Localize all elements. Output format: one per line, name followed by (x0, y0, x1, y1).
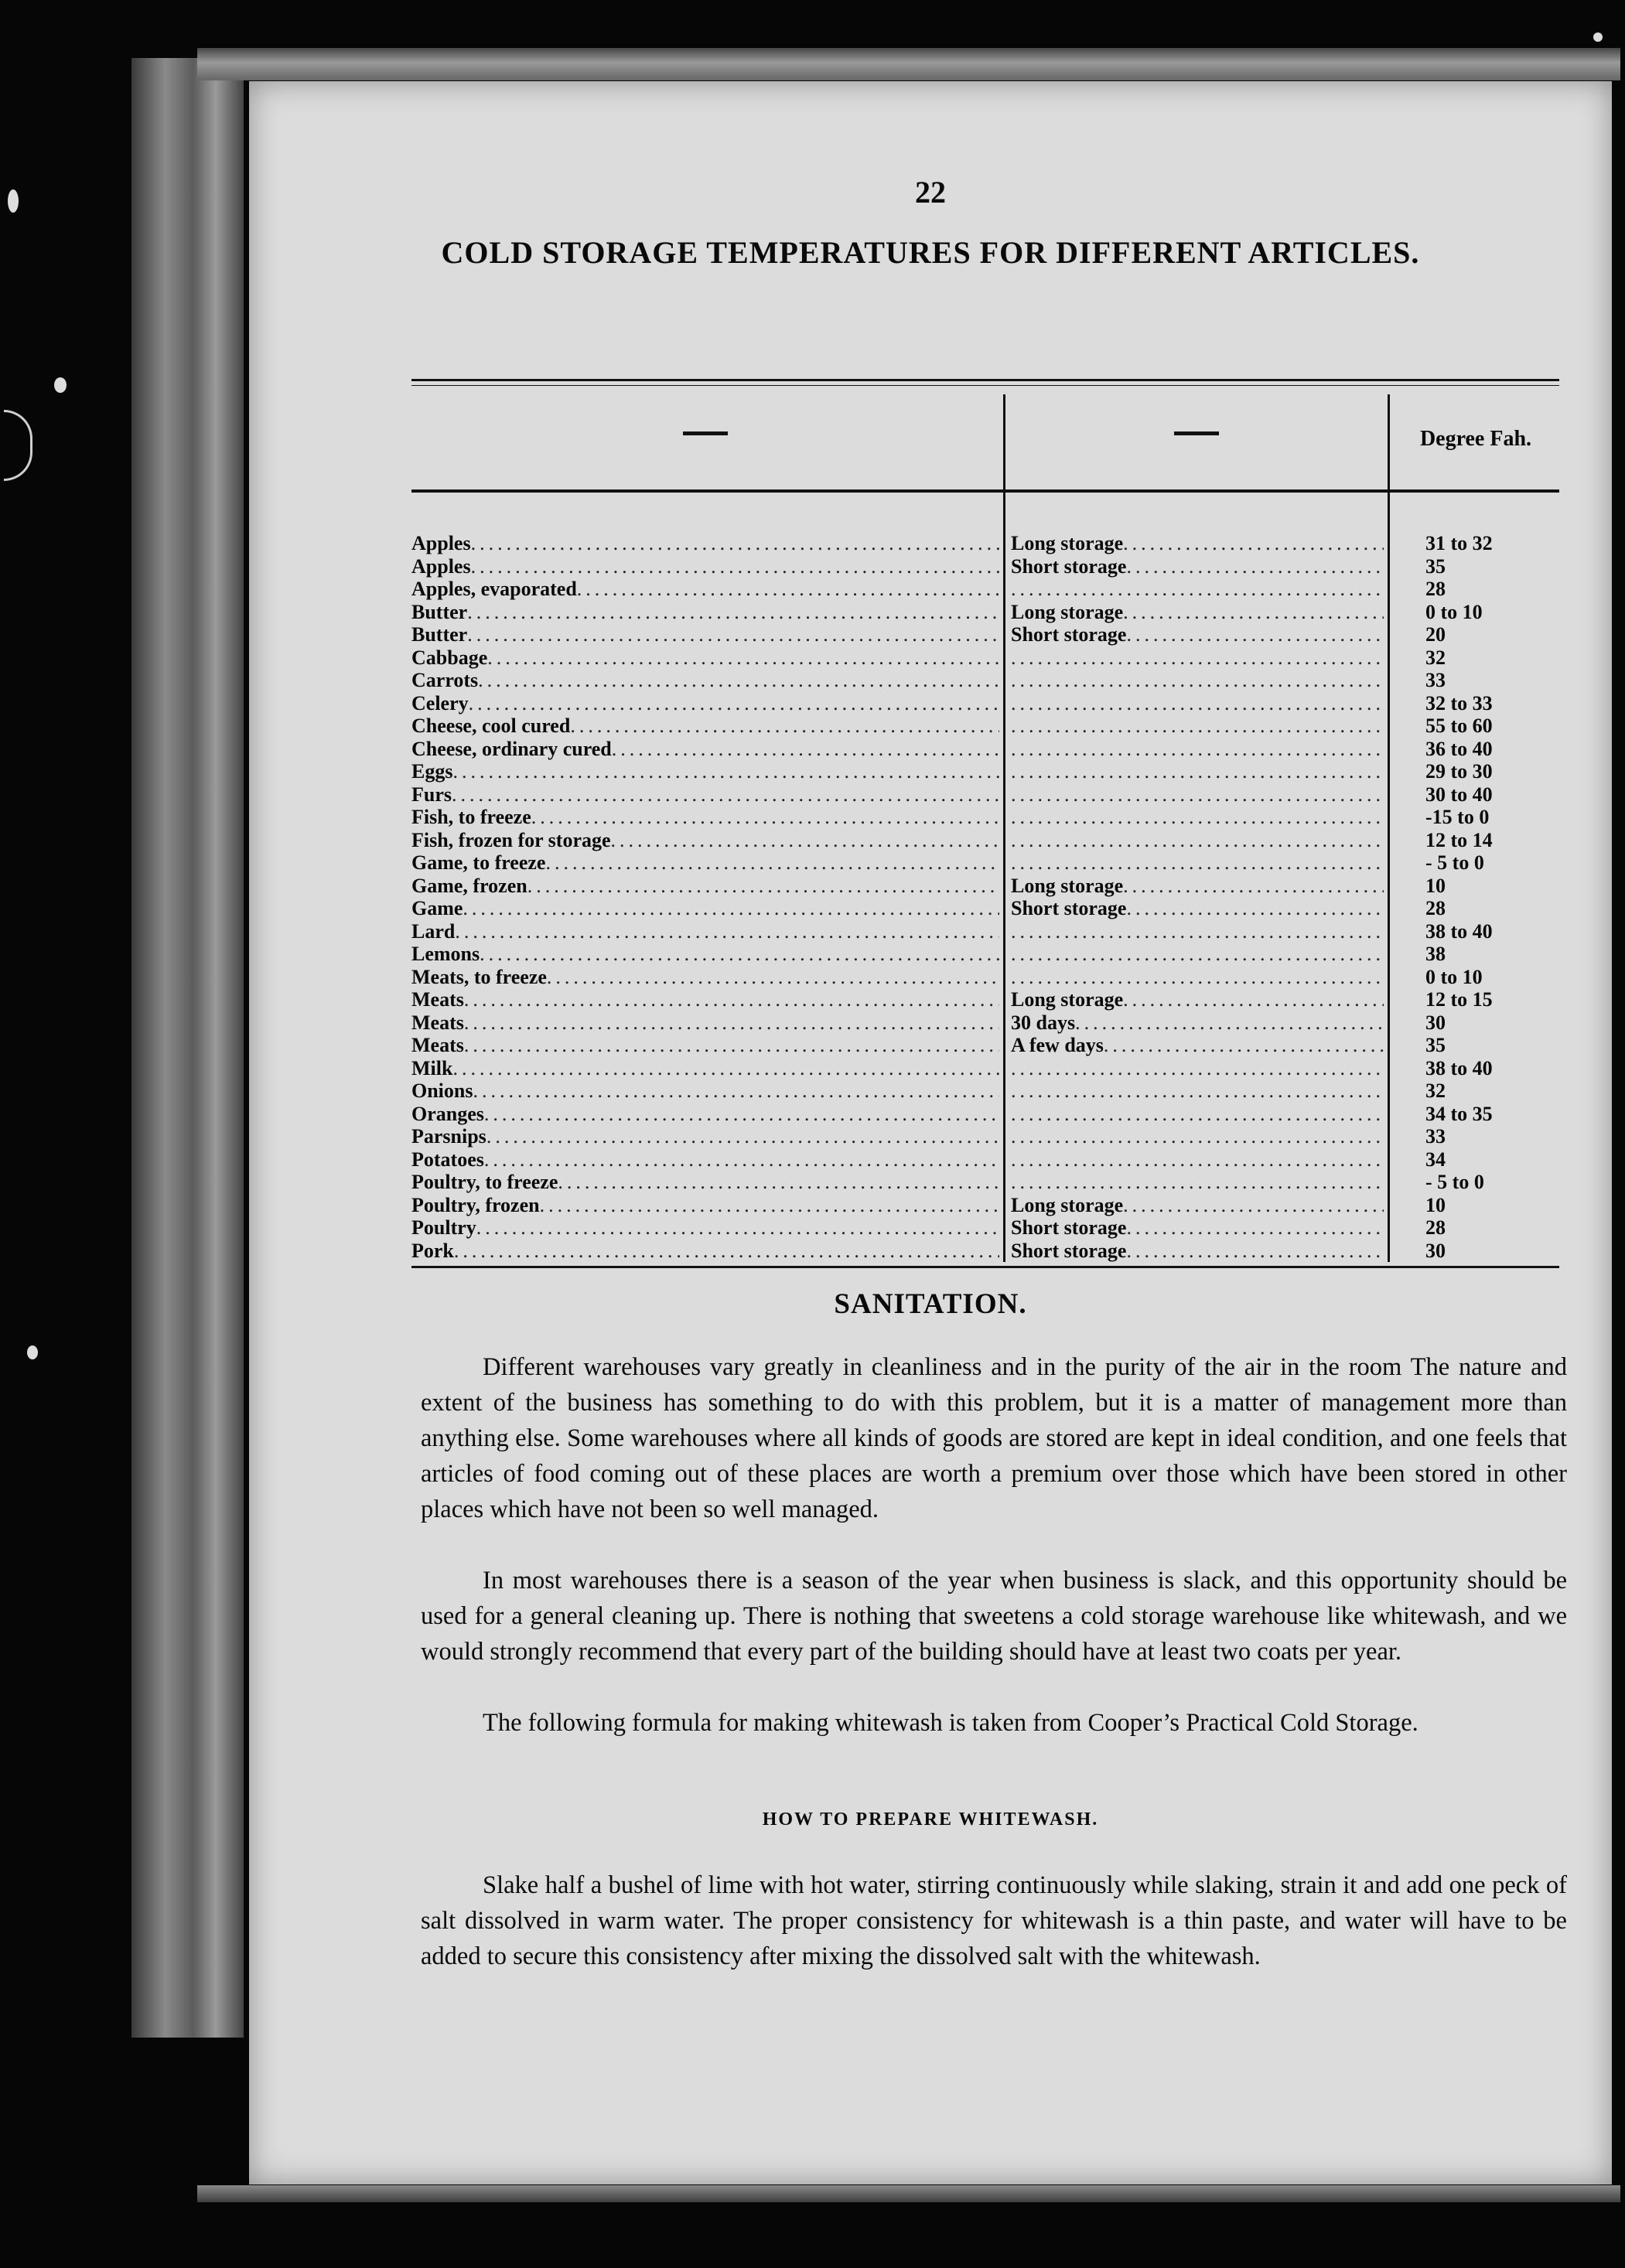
storage-period: Short storage (1011, 1239, 1127, 1262)
article-name: Meats (411, 1011, 464, 1034)
dot-leader (1011, 966, 1384, 989)
table-row (411, 988, 1559, 1011)
article-cell (411, 1216, 999, 1240)
storage-cell (1011, 988, 1384, 1011)
table-row (411, 783, 1559, 807)
whitewash-heading: HOW TO PREPARE WHITEWASH. (762, 1809, 1099, 1830)
temperature-cell: 35 (1425, 1034, 1446, 1056)
article-cell (411, 760, 999, 783)
storage-cell (1011, 623, 1384, 646)
storage-cell (1011, 1240, 1384, 1263)
column-header-storage (1007, 431, 1386, 435)
storage-period: Short storage (1011, 554, 1127, 578)
scan-speck (54, 377, 67, 393)
dot-leader (540, 1194, 999, 1217)
dot-leader (527, 875, 999, 898)
article-name: Meats, to freeze (411, 965, 547, 988)
temperature-cell: 30 to 40 (1425, 783, 1493, 806)
table-row (411, 669, 1559, 692)
temperature-cell: 28 (1425, 897, 1446, 919)
storage-cell (1011, 851, 1384, 875)
storage-cell (1011, 943, 1384, 966)
whitewash-paragraph: Slake half a bushel of lime with hot water, stirring continuously while slaking, strain it and add one peck of salt dissolved in warm water. The proper consistency for whitewash is a thin paste, and water will have to be added to secure this consistency after mixing the dissolved salt with the whitewash. (421, 1871, 1567, 1970)
dot-leader (452, 1057, 999, 1080)
temperature-cell: 35 (1425, 554, 1446, 578)
dot-leader (612, 738, 999, 761)
dot-leader (1011, 760, 1384, 783)
storage-cell (1011, 1034, 1384, 1057)
article-cell (411, 943, 999, 966)
dot-leader (464, 988, 999, 1011)
dot-leader (1123, 1194, 1384, 1217)
dot-leader (558, 1171, 999, 1194)
table-row (411, 1125, 1559, 1148)
dot-leader (1011, 692, 1384, 715)
article-cell (411, 897, 999, 920)
storage-cell (1011, 738, 1384, 761)
dot-leader (484, 1148, 999, 1172)
storage-period: Long storage (1011, 600, 1124, 623)
dot-leader (611, 829, 999, 852)
table-row (411, 1171, 1559, 1194)
dot-leader (1123, 875, 1384, 898)
storage-cell (1011, 783, 1384, 807)
table-row (411, 601, 1559, 624)
dot-leader (1011, 1057, 1384, 1080)
storage-cell (1011, 1148, 1384, 1172)
dot-leader (464, 1034, 999, 1057)
temperature-cell: 38 to 40 (1425, 919, 1493, 943)
storage-period: Long storage (1011, 988, 1124, 1011)
storage-cell (1011, 920, 1384, 943)
scan-speck (8, 189, 19, 213)
article-name: Butter (411, 600, 468, 623)
storage-period: Long storage (1011, 532, 1124, 554)
scan-speck (4, 410, 32, 481)
dot-leader (1011, 1079, 1384, 1103)
dot-leader (1011, 829, 1384, 852)
storage-cell (1011, 1171, 1384, 1194)
temperature-cell: 32 (1425, 1079, 1446, 1102)
article-name: Poultry, to freeze (411, 1171, 558, 1193)
article-cell (411, 1079, 999, 1103)
table-row (411, 829, 1559, 852)
article-cell (411, 988, 999, 1011)
storage-cell (1011, 1057, 1384, 1080)
storage-period: Short storage (1011, 623, 1127, 646)
temperature-cell: 10 (1425, 874, 1446, 897)
article-name: Carrots (411, 669, 479, 691)
article-cell (411, 875, 999, 898)
article-cell (411, 1148, 999, 1172)
book-edge-top (197, 48, 1620, 80)
storage-period: Long storage (1011, 874, 1124, 897)
temperature-cell: 38 to 40 (1425, 1056, 1493, 1079)
article-name: Meats (411, 988, 464, 1011)
table-row (411, 532, 1559, 555)
temperature-cell: 31 to 32 (1425, 532, 1493, 554)
temperature-cell: 32 to 33 (1425, 691, 1493, 715)
article-name: Pork (411, 1239, 454, 1262)
storage-period: Long storage (1011, 1193, 1124, 1216)
book-edge (131, 58, 244, 2038)
article-name: Cabbage (411, 646, 488, 669)
dot-leader (452, 760, 999, 783)
article-name: Potatoes (411, 1148, 484, 1171)
book-edge-bottom (197, 2185, 1620, 2202)
temperature-cell: 12 to 15 (1425, 988, 1493, 1011)
article-name: Lard (411, 919, 456, 943)
article-cell (411, 623, 999, 646)
table-row (411, 646, 1559, 670)
dot-leader (469, 692, 999, 715)
article-name: Fish, to freeze (411, 806, 531, 828)
article-cell (411, 738, 999, 761)
article-cell (411, 829, 999, 852)
article-name: Oranges (411, 1102, 484, 1125)
article-name: Parsnips (411, 1125, 486, 1148)
table-row (411, 943, 1559, 966)
article-name: Game (411, 897, 463, 919)
table-bottom-rule (411, 1266, 1559, 1268)
table-row (411, 1148, 1559, 1172)
article-name: Cheese, ordinary cured (411, 737, 612, 760)
temperature-cell: -15 to 0 (1425, 806, 1490, 828)
article-name: Eggs (411, 760, 453, 783)
dot-leader (487, 646, 999, 670)
article-name: Milk (411, 1056, 453, 1079)
storage-period: Short storage (1011, 1216, 1127, 1239)
dot-leader (1011, 806, 1384, 829)
article-cell (411, 1057, 999, 1080)
article-cell (411, 532, 999, 555)
sanitation-heading: SANITATION. (834, 1288, 1027, 1320)
article-name: Poultry (411, 1216, 476, 1239)
article-cell (411, 1194, 999, 1217)
temperature-cell: 30 (1425, 1011, 1446, 1034)
article-cell (411, 920, 999, 943)
column-header-dash (1174, 431, 1219, 435)
dot-leader (1011, 738, 1384, 761)
temperature-cell: - 5 to 0 (1425, 851, 1484, 874)
dot-leader (484, 1103, 999, 1126)
storage-period: Short storage (1011, 897, 1127, 919)
storage-cell (1011, 1125, 1384, 1148)
dot-leader (1126, 623, 1384, 646)
article-cell (411, 1171, 999, 1194)
temperature-cell: 20 (1425, 623, 1446, 646)
dot-leader (454, 1240, 999, 1263)
article-name: Game, frozen (411, 874, 527, 897)
storage-cell (1011, 532, 1384, 555)
dot-leader (1011, 1148, 1384, 1172)
article-cell (411, 578, 999, 601)
storage-cell (1011, 1103, 1384, 1126)
article-cell (411, 1034, 999, 1057)
table-row (411, 623, 1559, 646)
article-name: Apples, evaporated (411, 578, 577, 600)
table-row (411, 920, 1559, 943)
temperature-cell: 34 (1425, 1148, 1446, 1171)
scan-speck (27, 1345, 38, 1359)
temperature-cell: 33 (1425, 669, 1446, 691)
dot-leader (1011, 783, 1384, 807)
table-row (411, 806, 1559, 829)
article-cell (411, 555, 999, 578)
article-name: Apples (411, 532, 471, 554)
dot-leader (577, 578, 999, 601)
dot-leader (471, 555, 999, 578)
article-cell (411, 851, 999, 875)
table-row (411, 1103, 1559, 1126)
storage-cell (1011, 966, 1384, 989)
dot-leader (476, 1216, 999, 1240)
sanitation-paragraph: The following formula for making whitewash is taken from Cooper’s Practical Cold Storage. (483, 1709, 1418, 1737)
storage-cell (1011, 1216, 1384, 1240)
table-row (411, 715, 1559, 738)
article-name: Game, to freeze (411, 851, 546, 874)
dot-leader (1011, 578, 1384, 601)
temperature-cell: 29 to 30 (1425, 760, 1493, 783)
table-row (411, 897, 1559, 920)
article-cell (411, 669, 999, 692)
scan-speck (1593, 32, 1603, 42)
dot-leader (463, 897, 999, 920)
dot-leader (1011, 646, 1384, 670)
article-name: Celery (411, 691, 469, 715)
table-row (411, 692, 1559, 715)
dot-leader (1123, 532, 1384, 555)
storage-cell (1011, 1194, 1384, 1217)
dot-leader (455, 920, 999, 943)
dot-leader (1123, 988, 1384, 1011)
table-top-rule (411, 379, 1559, 381)
storage-cell (1011, 875, 1384, 898)
dot-leader (1011, 669, 1384, 692)
temperature-cell: 28 (1425, 578, 1446, 600)
storage-cell (1011, 601, 1384, 624)
dot-leader (467, 623, 999, 646)
article-name: Furs (411, 783, 452, 806)
storage-cell (1011, 897, 1384, 920)
storage-cell (1011, 1011, 1384, 1035)
table-row (411, 1194, 1559, 1217)
table-row (411, 875, 1559, 898)
temperature-cell: 32 (1425, 646, 1446, 669)
sanitation-paragraph: In most warehouses there is a season of the year when business is slack, and this opportunity should be used for a general cleaning up. There is nothing that sweetens a cold storage warehouse like whitewash, and we would strongly recommend that every part of the building should have at least two coats per year. (421, 1567, 1567, 1666)
dot-leader (1011, 920, 1384, 943)
dot-leader (1011, 715, 1384, 738)
article-name: Onions (411, 1079, 473, 1102)
table-row (411, 851, 1559, 875)
table-body (411, 532, 1559, 1262)
dot-leader (1011, 943, 1384, 966)
dot-leader (471, 532, 999, 555)
temperature-cell: 0 to 10 (1425, 965, 1483, 988)
temperature-cell: 38 (1425, 943, 1446, 965)
article-name: Meats (411, 1034, 464, 1056)
table-row (411, 1034, 1559, 1057)
temperature-cell: 28 (1425, 1216, 1446, 1239)
article-name: Butter (411, 623, 468, 646)
table-row (411, 1079, 1559, 1103)
dot-leader (473, 1079, 1000, 1103)
storage-cell (1011, 715, 1384, 738)
article-cell (411, 692, 999, 715)
dot-leader (464, 1011, 999, 1035)
table-row (411, 760, 1559, 783)
sanitation-paragraph: Different warehouses vary greatly in cleanliness and in the purity of the air in the room The nature and extent of the business has something to do with this problem, but it is a matter of management more than anything else. Some warehouses where all kinds of goods are stored are kept in ideal condition, and one feels that articles of food coming out of these places are worth a premium over those which have been stored in other places which have not been so well managed. (421, 1353, 1567, 1523)
storage-period: A few days (1011, 1034, 1104, 1056)
dot-leader (452, 783, 999, 807)
storage-cell (1011, 829, 1384, 852)
storage-cell (1011, 806, 1384, 829)
temperature-cell: - 5 to 0 (1425, 1171, 1484, 1193)
temperature-cell: 34 to 35 (1425, 1102, 1493, 1125)
dot-leader (1126, 555, 1384, 578)
column-header-temperature: Degree Fah. (1419, 427, 1532, 451)
dot-leader (1104, 1034, 1384, 1057)
dot-leader (1075, 1011, 1384, 1035)
storage-period: 30 days (1011, 1011, 1076, 1034)
dot-leader (467, 601, 999, 624)
article-name: Cheese, cool cured (411, 715, 571, 737)
storage-cell (1011, 760, 1384, 783)
article-cell (411, 1125, 999, 1148)
dot-leader (478, 669, 999, 692)
article-cell (411, 783, 999, 807)
dot-leader (1011, 1171, 1384, 1194)
book-page (249, 81, 1612, 2184)
dot-leader (480, 943, 999, 966)
dot-leader (1011, 851, 1384, 875)
table-row (411, 1240, 1559, 1263)
temperature-cell: 10 (1425, 1193, 1446, 1216)
table-row (411, 738, 1559, 761)
temperature-cell: 36 to 40 (1425, 737, 1493, 760)
article-name: Fish, frozen for storage (411, 828, 611, 851)
article-cell (411, 646, 999, 670)
temperature-cell: 55 to 60 (1425, 715, 1493, 737)
article-name: Lemons (411, 943, 480, 965)
article-cell (411, 1011, 999, 1035)
dot-leader (547, 966, 999, 989)
table-row (411, 578, 1559, 601)
temperature-cell: 0 to 10 (1425, 600, 1483, 623)
article-cell (411, 1103, 999, 1126)
table-row (411, 1057, 1559, 1080)
article-cell (411, 601, 999, 624)
dot-leader (1126, 1240, 1384, 1263)
temperature-cell: 30 (1425, 1239, 1446, 1262)
table-row (411, 555, 1559, 578)
table-row (411, 966, 1559, 989)
article-cell (411, 966, 999, 989)
dot-leader (1011, 1125, 1384, 1148)
page-number: 22 (915, 175, 946, 210)
storage-cell (1011, 646, 1384, 670)
temperature-cell: 33 (1425, 1125, 1446, 1148)
column-header-article (411, 431, 999, 435)
dot-leader (486, 1125, 999, 1148)
storage-cell (1011, 669, 1384, 692)
dot-leader (1123, 601, 1384, 624)
article-cell (411, 715, 999, 738)
storage-cell (1011, 692, 1384, 715)
article-name: Poultry, frozen (411, 1193, 540, 1216)
dot-leader (570, 715, 999, 738)
table-row (411, 1216, 1559, 1240)
column-header-dash (683, 431, 728, 435)
dot-leader (1011, 1103, 1384, 1126)
dot-leader (1126, 1216, 1384, 1240)
temperature-cell: 12 to 14 (1425, 828, 1493, 851)
storage-cell (1011, 1079, 1384, 1103)
article-name: Apples (411, 554, 471, 578)
dot-leader (531, 806, 999, 829)
page-title: COLD STORAGE TEMPERATURES FOR DIFFERENT ARTICLES. (441, 235, 1420, 270)
article-cell (411, 1240, 999, 1263)
dot-leader (545, 851, 999, 875)
article-cell (411, 806, 999, 829)
dot-leader (1126, 897, 1384, 920)
table-row (411, 1011, 1559, 1035)
storage-cell (1011, 578, 1384, 601)
table-top-rule-thin (411, 385, 1559, 386)
storage-cell (1011, 555, 1384, 578)
